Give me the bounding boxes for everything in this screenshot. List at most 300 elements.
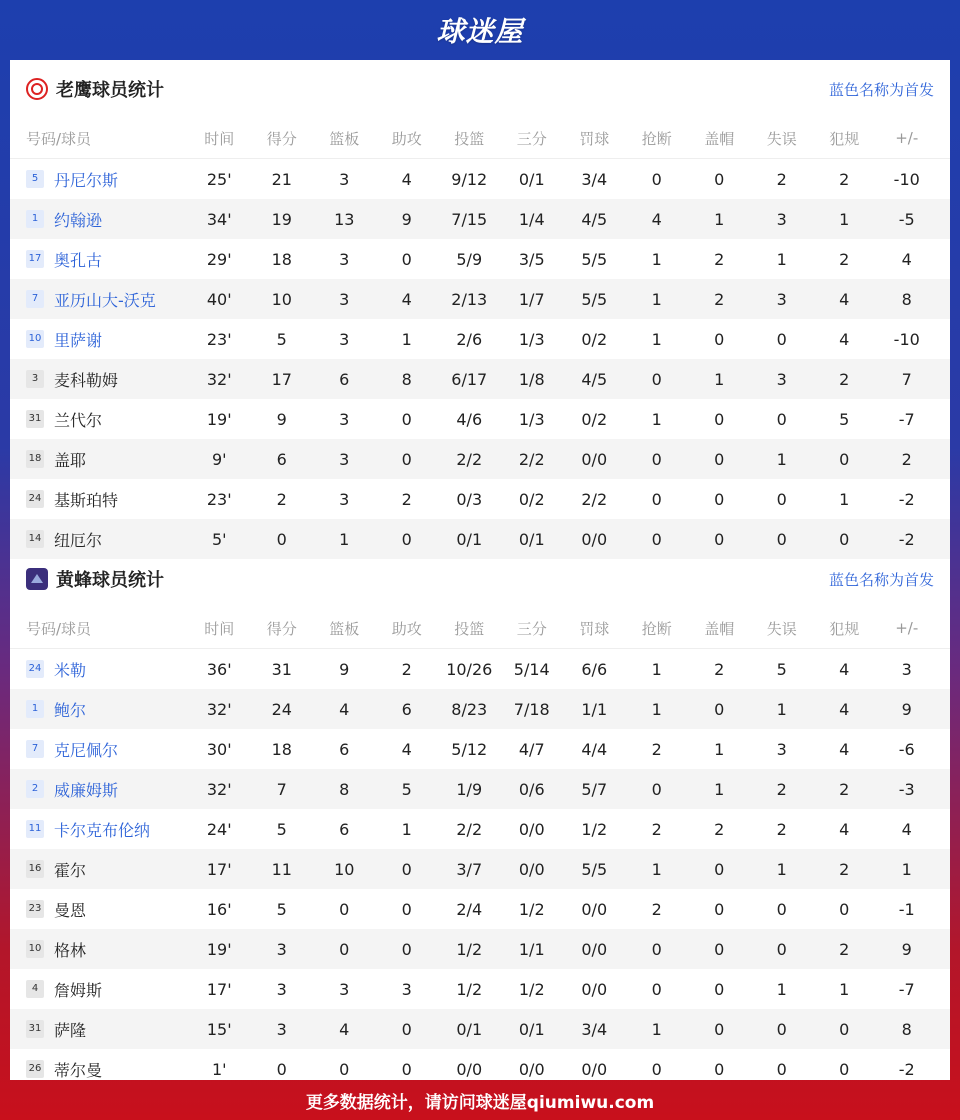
column-header: 号码/球员: [26, 129, 92, 148]
stat-cell: 1': [211, 1059, 227, 1079]
stat-cell: 4: [839, 329, 850, 349]
column-header: 号码/球员: [26, 619, 92, 638]
stat-cell: 0/1: [518, 529, 545, 549]
stat-cell: 2/2: [581, 489, 608, 509]
stat-cell: 4: [339, 1019, 350, 1039]
stat-cell: 0/0: [518, 859, 545, 879]
stat-cell: 0: [401, 899, 412, 919]
stat-cell: 3: [339, 329, 350, 349]
column-header: 失误: [766, 129, 797, 148]
stat-cell: 4: [401, 289, 412, 309]
stat-cell: 1/4: [518, 209, 545, 229]
stat-cell: 1/2: [456, 939, 483, 959]
stat-cell: 1: [401, 819, 412, 839]
stat-cell: 1: [776, 449, 787, 469]
stat-cell: 0/0: [581, 529, 608, 549]
stat-cell: 4: [839, 659, 850, 679]
stat-cell: 0: [776, 329, 787, 349]
player-row: [10, 479, 950, 519]
column-header: 盖帽: [704, 619, 735, 638]
column-header: 投篮: [454, 619, 485, 638]
column-header: 篮板: [329, 619, 360, 638]
stat-cell: 4: [651, 209, 662, 229]
stat-cell: 5': [211, 529, 227, 549]
player-cell: [10, 978, 188, 1001]
stat-cell: 1/9: [456, 779, 483, 799]
stat-cell: 7: [276, 779, 287, 799]
stat-cell: 25': [206, 169, 232, 189]
column-header-row: [10, 608, 950, 649]
stat-cell: -3: [898, 779, 915, 799]
stat-cell: 1: [901, 859, 912, 879]
stat-cell: 1: [839, 489, 850, 509]
player-name: 曼恩: [54, 900, 87, 920]
stat-cell: 2: [714, 819, 725, 839]
stat-cell: 1/8: [518, 369, 545, 389]
stat-cell: 0: [714, 859, 725, 879]
player-cell: [10, 488, 188, 511]
column-header: 时间: [204, 619, 235, 638]
column-header: 抢断: [641, 619, 672, 638]
stat-cell: 5/7: [581, 779, 608, 799]
stat-cell: 0/0: [456, 1059, 483, 1079]
stat-cell: 3/5: [518, 249, 545, 269]
player-cell: [10, 778, 188, 801]
stat-cell: 1: [651, 1019, 662, 1039]
stat-cell: 0: [651, 449, 662, 469]
stat-cell: 2: [839, 779, 850, 799]
column-header: 助攻: [391, 129, 422, 148]
jersey-number-badge: 11: [26, 820, 44, 838]
player-row: [10, 359, 950, 399]
stat-cell: 5: [776, 659, 787, 679]
stat-cell: 0: [401, 1059, 412, 1079]
player-name: 兰代尔: [54, 410, 103, 430]
stat-cell: 0: [276, 1059, 287, 1079]
player-name: 蒂尔曼: [54, 1060, 103, 1080]
stat-cell: 5/9: [456, 249, 483, 269]
stat-cell: 30': [206, 739, 232, 759]
stat-cell: 5: [276, 899, 287, 919]
stat-cell: 0/0: [581, 899, 608, 919]
stat-cell: 1: [339, 529, 350, 549]
jersey-number-badge: 26: [26, 1060, 44, 1078]
stat-cell: 24: [271, 699, 292, 719]
stat-cell: 0/0: [518, 819, 545, 839]
stat-cell: 15': [206, 1019, 232, 1039]
player-name: 亚历山大-沃克: [54, 290, 156, 310]
player-name: 丹尼尔斯: [54, 170, 119, 190]
stat-cell: 1: [839, 979, 850, 999]
player-row: [10, 199, 950, 239]
jersey-number-badge: 23: [26, 900, 44, 918]
stat-cell: 8: [401, 369, 412, 389]
stat-cell: 2/2: [456, 819, 483, 839]
column-header: +/-: [895, 619, 919, 637]
stat-cell: 0: [839, 1059, 850, 1079]
player-row: [10, 769, 950, 809]
stat-cell: 6: [339, 369, 350, 389]
stat-cell: 36': [206, 659, 232, 679]
stat-cell: 0/0: [581, 449, 608, 469]
stat-cell: 1: [651, 289, 662, 309]
stat-cell: 18: [271, 739, 292, 759]
stat-cell: -7: [898, 409, 915, 429]
stat-cell: 2: [839, 249, 850, 269]
stat-cell: 3: [776, 289, 787, 309]
player-row: [10, 239, 950, 279]
stat-cell: 0: [651, 369, 662, 389]
stat-cell: 0: [401, 449, 412, 469]
stat-cell: 2: [839, 859, 850, 879]
player-cell: [10, 528, 188, 551]
stat-cell: 2: [714, 249, 725, 269]
stat-cell: 1/2: [456, 979, 483, 999]
stat-cell: 1: [714, 739, 725, 759]
stat-cell: 7: [901, 369, 912, 389]
column-header: 罚球: [579, 129, 610, 148]
stat-cell: 6: [339, 819, 350, 839]
jersey-number-badge: 7: [26, 740, 44, 758]
player-name: 卡尔克布伦纳: [54, 820, 151, 840]
column-header: 助攻: [391, 619, 422, 638]
starter-note: 蓝色名称为首发: [828, 570, 934, 589]
player-name: 霍尔: [54, 860, 87, 880]
stat-cell: -2: [898, 1059, 915, 1079]
team-title: 老鹰球员统计: [56, 80, 164, 101]
column-header: 失误: [766, 619, 797, 638]
stat-cell: 11: [271, 859, 292, 879]
footer-banner: [0, 1080, 960, 1120]
player-cell: [10, 368, 188, 391]
stat-cell: 1/7: [518, 289, 545, 309]
stat-cell: 0: [714, 449, 725, 469]
stat-cell: 3: [776, 369, 787, 389]
stat-cell: 0: [839, 899, 850, 919]
stat-cell: 2: [651, 819, 662, 839]
stat-cell: 1/2: [581, 819, 608, 839]
brand-header: [0, 0, 960, 60]
jersey-number-badge: 24: [26, 490, 44, 508]
stat-cell: 6/6: [581, 659, 608, 679]
stat-cell: 4/6: [456, 409, 483, 429]
stat-cell: 17': [206, 859, 232, 879]
team-header: [10, 60, 950, 118]
jersey-number-badge: 7: [26, 290, 44, 308]
stat-cell: 0: [401, 409, 412, 429]
stat-cell: 1/1: [581, 699, 608, 719]
jersey-number-badge: 2: [26, 780, 44, 798]
stat-cell: 1: [651, 249, 662, 269]
stat-cell: 1: [651, 859, 662, 879]
stat-cell: 4/5: [581, 369, 608, 389]
stat-cell: 2: [714, 289, 725, 309]
column-header: 投篮: [454, 129, 485, 148]
stat-cell: 2: [651, 899, 662, 919]
stat-cell: 4: [839, 739, 850, 759]
column-header: +/-: [895, 129, 919, 147]
stat-cell: 9': [211, 449, 227, 469]
stat-cell: 0: [714, 489, 725, 509]
stat-cell: 0: [651, 1059, 662, 1079]
player-name: 里萨谢: [54, 330, 103, 350]
stat-cell: 1: [714, 209, 725, 229]
stat-cell: 5: [276, 329, 287, 349]
stat-cell: 3: [339, 289, 350, 309]
stat-cell: 1: [651, 659, 662, 679]
player-cell: [10, 818, 188, 841]
stat-cell: 0/6: [518, 779, 545, 799]
stat-cell: 1/3: [518, 409, 545, 429]
stat-cell: 9: [901, 699, 912, 719]
jersey-number-badge: 14: [26, 530, 44, 548]
stat-cell: 40': [206, 289, 232, 309]
stat-cell: 0: [714, 329, 725, 349]
jersey-number-badge: 1: [26, 700, 44, 718]
stat-cell: 4: [839, 289, 850, 309]
stat-cell: 1: [839, 209, 850, 229]
stat-cell: 5: [276, 819, 287, 839]
stat-cell: 0: [339, 899, 350, 919]
stat-cell: 23': [206, 329, 232, 349]
stat-cell: -10: [893, 169, 920, 189]
team-title: 黄蜂球员统计: [56, 570, 164, 591]
player-cell: [10, 248, 188, 271]
stat-cell: 3: [339, 489, 350, 509]
player-row: [10, 159, 950, 199]
stat-cell: 10: [271, 289, 292, 309]
stat-cell: 5/12: [451, 739, 488, 759]
stat-cell: 0: [401, 939, 412, 959]
stat-cell: 2: [401, 489, 412, 509]
stat-cell: 10: [334, 859, 355, 879]
stat-cell: 0/2: [581, 329, 608, 349]
stat-cell: 0: [651, 529, 662, 549]
player-row: [10, 399, 950, 439]
starter-note: 蓝色名称为首发: [828, 80, 934, 99]
stat-cell: 3: [901, 659, 912, 679]
stat-cell: 0: [839, 1019, 850, 1039]
player-row: [10, 849, 950, 889]
stat-cell: 1/1: [518, 939, 545, 959]
footer-text: 更多数据统计，请访问球迷屋qiumiwu.com: [305, 1092, 655, 1113]
stat-cell: 7/18: [513, 699, 550, 719]
player-cell: [10, 1058, 188, 1081]
stat-cell: -1: [898, 899, 915, 919]
hornets-logo-icon: [26, 568, 48, 590]
stat-cell: 0/0: [518, 1059, 545, 1079]
column-header: 犯规: [829, 619, 860, 638]
player-name: 约翰逊: [54, 210, 103, 230]
team-header: [10, 550, 950, 608]
stat-cell: 2: [776, 169, 787, 189]
stat-cell: 2/13: [451, 289, 488, 309]
jersey-number-badge: 5: [26, 170, 44, 188]
stat-cell: 2: [714, 659, 725, 679]
player-name: 米勒: [54, 660, 87, 680]
player-name: 基斯珀特: [54, 490, 119, 510]
stat-cell: 0/2: [518, 489, 545, 509]
jersey-number-badge: 10: [26, 940, 44, 958]
stat-cell: -5: [898, 209, 915, 229]
stat-cell: 9: [401, 209, 412, 229]
player-name: 纽厄尔: [54, 530, 103, 550]
stat-cell: 3/4: [581, 169, 608, 189]
player-cell: [10, 938, 188, 961]
stat-cell: 3: [339, 409, 350, 429]
stat-cell: 0: [776, 899, 787, 919]
stat-cell: 0: [651, 939, 662, 959]
team-section-hornets: [10, 550, 950, 1089]
stat-cell: 17': [206, 979, 232, 999]
stat-cell: 4: [901, 819, 912, 839]
player-name: 威廉姆斯: [54, 780, 119, 800]
stat-cell: 1/2: [518, 979, 545, 999]
player-row: [10, 319, 950, 359]
stat-cell: 32': [206, 369, 232, 389]
stat-cell: 8: [901, 1019, 912, 1039]
team-title-wrap: [26, 566, 164, 592]
jersey-number-badge: 18: [26, 450, 44, 468]
stat-cell: 19: [271, 209, 292, 229]
stat-cell: 5/5: [581, 249, 608, 269]
player-cell: [10, 1018, 188, 1041]
stat-cell: 1: [651, 409, 662, 429]
team-section-hawks: [10, 60, 950, 559]
stat-cell: 2: [401, 659, 412, 679]
stat-cell: 34': [206, 209, 232, 229]
stat-cell: 5/14: [513, 659, 550, 679]
stat-cell: 4/5: [581, 209, 608, 229]
stat-cell: 0: [714, 169, 725, 189]
player-row: [10, 969, 950, 1009]
stat-cell: 0: [776, 1059, 787, 1079]
stat-cell: 0: [776, 939, 787, 959]
stat-cell: 0: [839, 449, 850, 469]
jersey-number-badge: 3: [26, 370, 44, 388]
stat-cell: 3/4: [581, 1019, 608, 1039]
column-header: 三分: [516, 619, 547, 638]
stat-cell: 0: [651, 489, 662, 509]
hawks-logo-icon: [26, 78, 48, 100]
stat-cell: 0/2: [581, 409, 608, 429]
player-cell: [10, 698, 188, 721]
stat-cell: 3: [339, 169, 350, 189]
stat-cell: 32': [206, 779, 232, 799]
stat-cell: 2: [839, 939, 850, 959]
stat-cell: 2: [776, 819, 787, 839]
stat-cell: 8: [339, 779, 350, 799]
stat-cell: 1: [714, 779, 725, 799]
jersey-number-badge: 17: [26, 250, 44, 268]
stat-cell: 1: [651, 329, 662, 349]
stat-cell: 1: [651, 699, 662, 719]
stat-cell: 3: [776, 739, 787, 759]
column-header: 得分: [266, 619, 297, 638]
stat-cell: 0: [651, 779, 662, 799]
player-name: 格林: [54, 940, 87, 960]
player-cell: [10, 208, 188, 231]
stat-cell: 0: [401, 859, 412, 879]
stat-cell: 1: [776, 859, 787, 879]
stat-cell: 0: [714, 979, 725, 999]
player-cell: [10, 448, 188, 471]
jersey-number-badge: 1: [26, 210, 44, 228]
column-header: 篮板: [329, 129, 360, 148]
player-row: [10, 729, 950, 769]
stat-cell: -2: [898, 489, 915, 509]
stat-cell: 1: [401, 329, 412, 349]
stat-cell: 0: [714, 409, 725, 429]
stat-cell: 6: [401, 699, 412, 719]
player-cell: [10, 738, 188, 761]
stat-cell: 6: [339, 739, 350, 759]
player-row: [10, 649, 950, 689]
player-name: 盖耶: [54, 450, 87, 470]
stat-cell: 0: [401, 249, 412, 269]
stat-cell: 0: [276, 529, 287, 549]
brand-logo: 球迷屋: [436, 15, 524, 48]
stat-cell: 3: [339, 449, 350, 469]
stat-cell: 18: [271, 249, 292, 269]
stat-cell: 3: [776, 209, 787, 229]
stat-cell: 3/7: [456, 859, 483, 879]
stat-cell: 2: [839, 369, 850, 389]
player-name: 奥孔古: [54, 250, 103, 270]
stat-cell: 0: [776, 529, 787, 549]
stat-cell: 4: [401, 169, 412, 189]
stat-cell: 0: [714, 529, 725, 549]
stat-cell: 0: [714, 1059, 725, 1079]
stat-cell: 19': [206, 939, 232, 959]
stat-cell: 2: [651, 739, 662, 759]
stat-cell: 5: [839, 409, 850, 429]
player-cell: [10, 858, 188, 881]
stat-cell: 0/3: [456, 489, 483, 509]
stat-cell: 21: [271, 169, 292, 189]
stat-cell: 1: [776, 979, 787, 999]
player-cell: [10, 288, 188, 311]
player-name: 詹姆斯: [54, 980, 103, 1000]
stat-cell: 0: [839, 529, 850, 549]
player-name: 鲍尔: [54, 700, 87, 720]
stat-cell: 19': [206, 409, 232, 429]
stat-cell: 2/2: [518, 449, 545, 469]
stat-cell: 0/1: [518, 1019, 545, 1039]
stat-cell: 1: [776, 249, 787, 269]
stat-cell: 0: [401, 529, 412, 549]
player-row: [10, 279, 950, 319]
stat-cell: 1/2: [518, 899, 545, 919]
player-row: [10, 889, 950, 929]
column-header: 得分: [266, 129, 297, 148]
jersey-number-badge: 24: [26, 660, 44, 678]
stat-cell: 4: [901, 249, 912, 269]
stat-cell: 0: [776, 409, 787, 429]
column-header: 三分: [516, 129, 547, 148]
stat-cell: 2: [839, 169, 850, 189]
stat-cell: -6: [898, 739, 915, 759]
stat-cell: 0: [714, 699, 725, 719]
player-cell: [10, 328, 188, 351]
player-cell: [10, 658, 188, 681]
stat-cell: 9: [901, 939, 912, 959]
stat-cell: 1: [776, 699, 787, 719]
stat-cell: 2: [776, 779, 787, 799]
stat-cell: 0: [339, 939, 350, 959]
player-row: [10, 689, 950, 729]
stat-cell: 17: [271, 369, 292, 389]
